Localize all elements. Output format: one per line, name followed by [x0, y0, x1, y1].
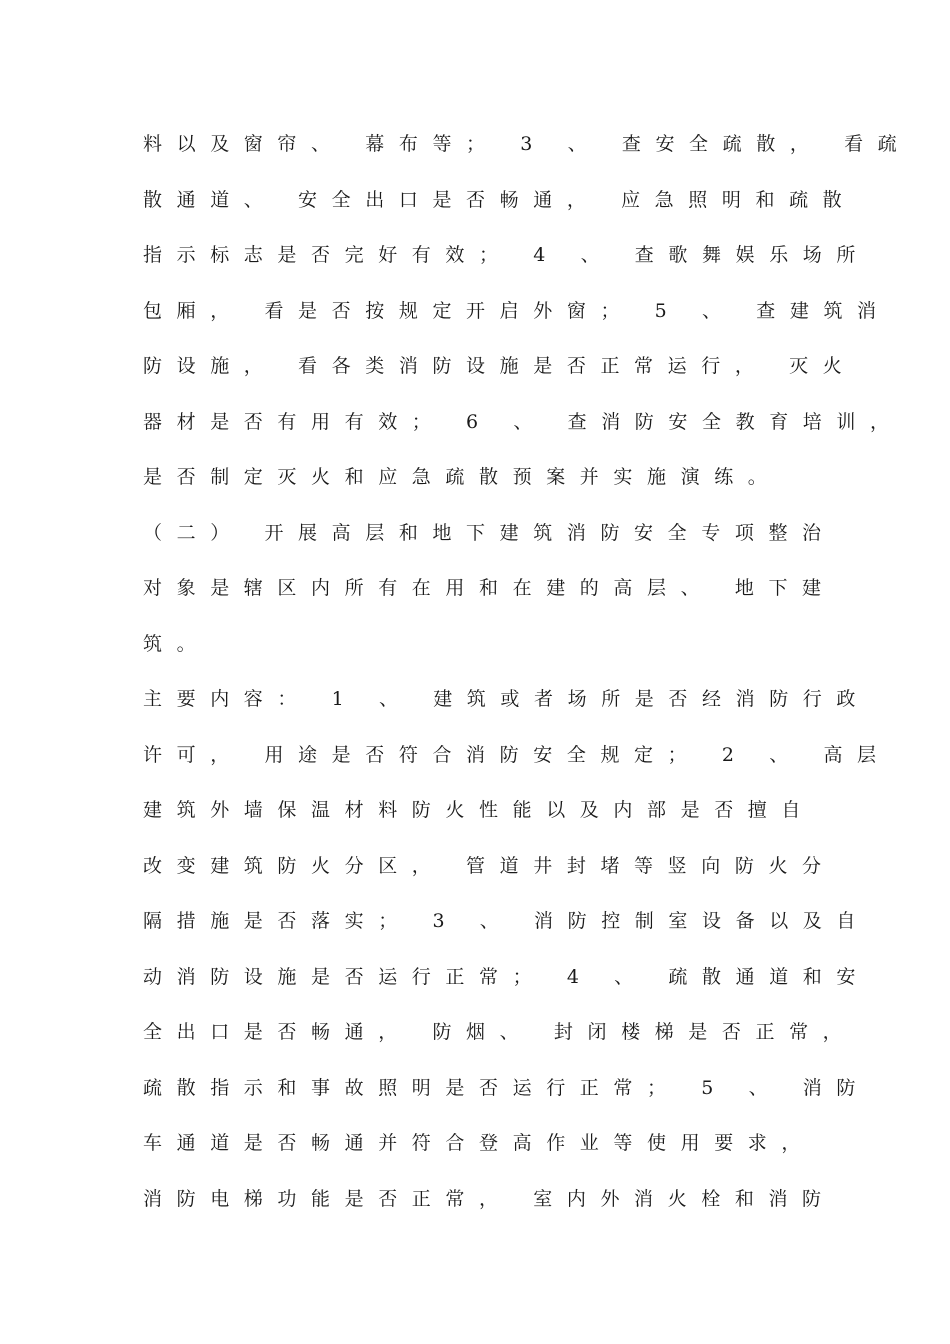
text-line: 建筑外墙保温材料防火性能以及内部是否擅自 [143, 799, 816, 821]
text-line: 主要内容： 1 、 建筑或者场所是否经消防行政 [143, 688, 871, 710]
text-line: 隔措施是否落实； 3 、 消防控制室设备以及自 [143, 910, 871, 932]
text-line: 指示标志是否完好有效； 4 、 查歌舞娱乐场所 [143, 244, 871, 266]
document-body [143, 126, 912, 1236]
text-line: 包厢， 看是否按规定开启外窗； 5 、 查建筑消 [143, 299, 891, 322]
text-line: 车通道是否畅通并符合登高作业等使用要求， [143, 1132, 816, 1154]
text-line: 器材是否有用有效； 6 、 查消防安全教育培训， [143, 410, 904, 433]
text-line: 是否制定灭火和应急疏散预案并实施演练。 [143, 466, 782, 488]
text-line: 动消防设施是否运行正常； 4 、 疏散通道和安 [143, 965, 871, 988]
text-line: 许可， 用途是否符合消防安全规定； 2 、 高层 [143, 743, 891, 766]
text-line: 料以及窗帘、 幕布等； 3 、 查安全疏散， 看疏 [143, 133, 912, 155]
text-line: 散通道、 安全出口是否畅通， 应急照明和疏散 [143, 188, 857, 211]
text-line: 防设施， 看各类消防设施是否正常运行， 灭火 [143, 355, 857, 377]
text-line: 疏散指示和事故照明是否运行正常； 5 、 消防 [143, 1076, 871, 1099]
text-line: 消防电梯功能是否正常， 室内外消火栓和消防 [143, 1187, 836, 1210]
text-line: 全出口是否畅通， 防烟、 封闭楼梯是否正常， [143, 1021, 857, 1043]
text-line: 筑。 [143, 632, 211, 655]
text-line: 对象是辖区内所有在用和在建的高层、 地下建 [143, 577, 836, 599]
text-line: 改变建筑防火分区， 管道井封堵等竖向防火分 [143, 854, 836, 877]
section-heading: （二） 开展高层和地下建筑消防安全专项整治 [143, 521, 836, 544]
